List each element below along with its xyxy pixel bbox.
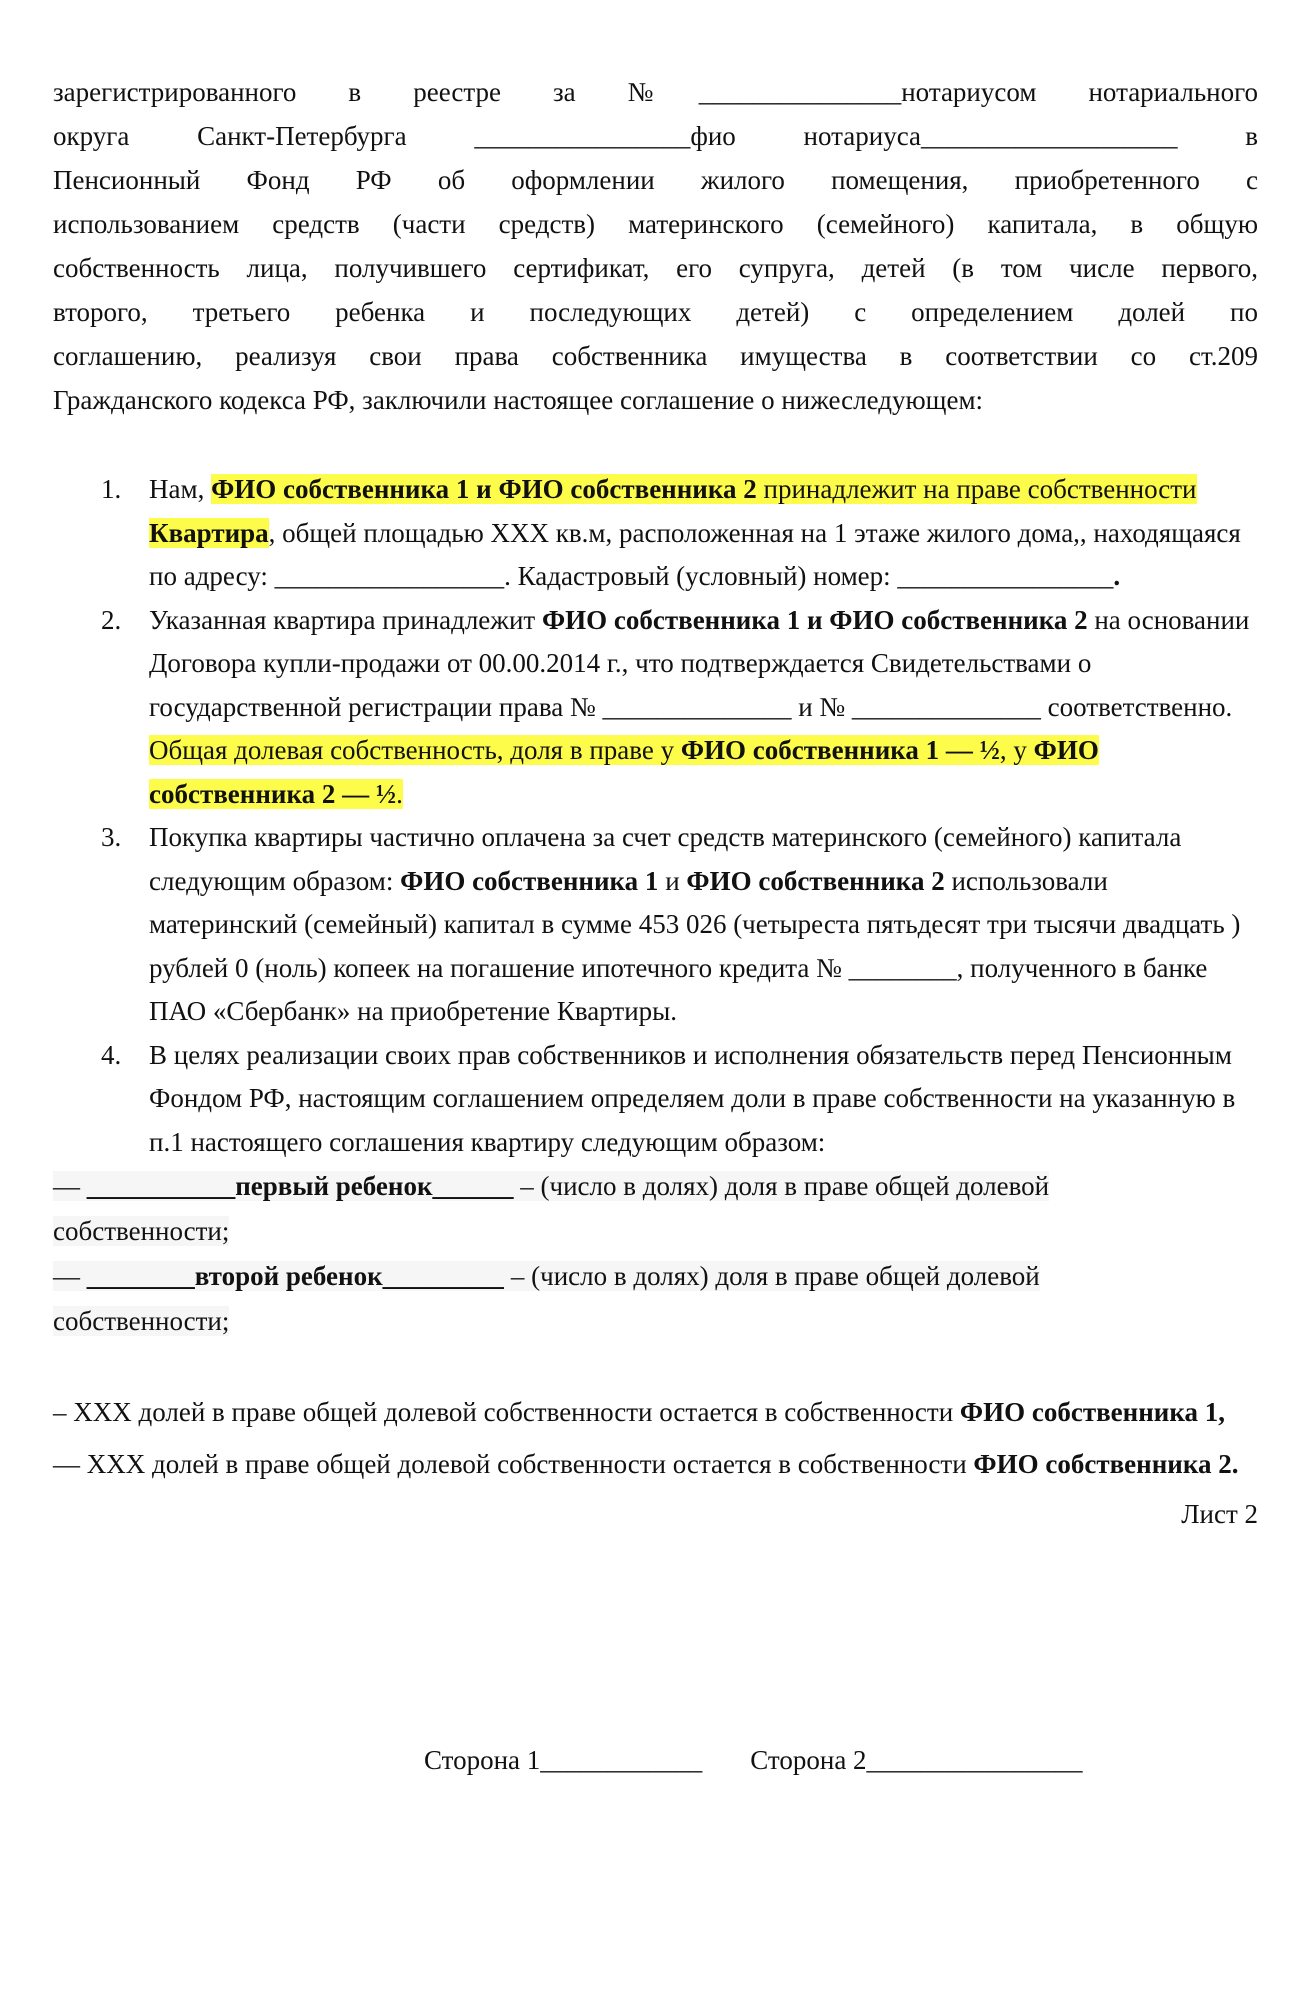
owners-shares — [53, 1386, 1258, 1490]
clause-number: 3. — [101, 822, 122, 852]
document-page — [53, 70, 1258, 1536]
owner-1-share-line — [53, 1386, 1258, 1438]
share-text: – (число в долях) доля в праве общей долевой — [513, 1171, 1050, 1201]
clause-1 — [53, 468, 1258, 599]
children-shares — [53, 1164, 1258, 1344]
signature-side-1: Сторона 1____________ — [424, 1745, 703, 1775]
share-text: собственности; — [53, 1306, 230, 1336]
share-text: – (число в долях) доля в праве общей долевой — [504, 1261, 1040, 1291]
clause-text: В целях реализации своих прав собственников и исполнения обязательств перед Пенсионным Фондом РФ, настоящим соглашением определяем доли в праве собственности на указанную в п.1 настоящего соглашения квартиру следующим образом: — [149, 1039, 1236, 1157]
share-line-first-child — [53, 1164, 1258, 1254]
owner-name: ФИО собственника 1, — [959, 1397, 1225, 1427]
share-line-second-child — [53, 1254, 1258, 1344]
property-name: Квартира — [149, 517, 269, 548]
owner-share-text: – ХХХ долей в праве общей долевой собственности остается в собственности — [53, 1397, 960, 1427]
clause-text: Покупка квартиры частично оплачена за счет средств материнского (семейного) капитала следующим образом: — [149, 822, 1182, 896]
clause-list — [53, 468, 1258, 1164]
intro-paragraph — [53, 70, 1258, 422]
owners-names: ФИО собственника 1 и ФИО собственника 2 — [541, 604, 1088, 635]
owner-name: ФИО собственника 2. — [973, 1449, 1239, 1479]
clause-text: , у — [999, 735, 1034, 765]
intro-line: собственность лица, получившего сертификат, его супруга, детей (в том числе первого, — [53, 253, 1258, 283]
intro-line: использованием средств (части средств) материнского (семейного) капитала, в общую — [53, 209, 1258, 239]
intro-line: Гражданского кодекса РФ, заключили настоящее соглашение о нижеследующем: — [53, 385, 984, 415]
clause-text: Указанная квартира принадлежит — [149, 604, 542, 635]
clause-2 — [53, 599, 1258, 817]
owner-2-share-line — [53, 1438, 1258, 1490]
clause-text: Общая долевая собственность, доля в праве у — [149, 735, 681, 765]
owners-names: ФИО собственника 1 и ФИО собственника 2 — [211, 474, 757, 504]
sheet-number: Лист 2 — [1181, 1499, 1258, 1529]
owner-2-name: ФИО собственника 2 — [686, 865, 945, 896]
clause-number: 2. — [101, 604, 122, 635]
clause-text: Нам, — [149, 474, 212, 504]
owner-share-text: — ХХХ долей в праве общей долевой собственности остается в собственности — [53, 1449, 974, 1479]
clause-text: использовали материнский (семейный) капитал в сумме 453 026 (четыреста пятьдесят три тысячи двадцать ) рублей 0 (ноль) копеек на погашение ипотечного кредита № ________, полученного в банке ПАО «Сбербанк» на приобретение Квартиры. — [149, 865, 1241, 1026]
clause-text: и — [658, 865, 687, 896]
clause-3 — [53, 816, 1258, 1034]
highlighted-text — [149, 735, 1099, 809]
owner-1-share: ФИО собственника 1 — ½ — [680, 735, 1000, 765]
intro-line: округа Санкт-Петербурга ________________фио нотариуса___________________ в — [53, 121, 1258, 151]
intro-line: Пенсионный Фонд РФ об оформлении жилого помещения, приобретенного с — [53, 165, 1258, 195]
clause-text-bold: . — [1113, 561, 1121, 591]
owner-2-share: ФИО собственника 2 — ½ — [149, 735, 1099, 809]
signature-side-2: Сторона 2________________ — [750, 1745, 1083, 1775]
owner-1-name: ФИО собственника 1 — [400, 865, 659, 896]
clause-4 — [53, 1034, 1258, 1165]
clause-text: , общей площадью ХХХ кв.м, расположенная на 1 этаже жилого дома,, находящаяся по адресу: _________________. Кадастровый (условный) номер: ________________ — [149, 517, 1241, 591]
clause-text: на основании Договора купли-продажи от 00.00.2014 г., что подтверждается Свидетельствами о государственной регистрации права № ______________ и № ______________ соответственно. — [149, 604, 1250, 722]
clause-text: . — [396, 778, 403, 809]
intro-line: зарегистрированного в реестре за №_______________нотариусом нотариального — [53, 77, 1258, 107]
intro-line: соглашению, реализуя свои права собственника имущества в соответствии со ст.209 — [53, 341, 1258, 371]
child-name-field: ________второй ребенок_________ — [86, 1261, 505, 1291]
clause-number: 1. — [101, 474, 122, 504]
clause-text: принадлежит на праве собственности — [756, 474, 1197, 504]
share-dash: — — [53, 1171, 87, 1201]
clause-number: 4. — [101, 1039, 122, 1070]
child-name-field: ___________первый ребенок______ — [86, 1171, 514, 1201]
signature-block — [424, 1740, 1131, 1780]
intro-line: второго, третьего ребенка и последующих детей) с определением долей по — [53, 297, 1258, 327]
share-dash: — — [53, 1261, 87, 1291]
share-text: собственности; — [53, 1216, 230, 1246]
